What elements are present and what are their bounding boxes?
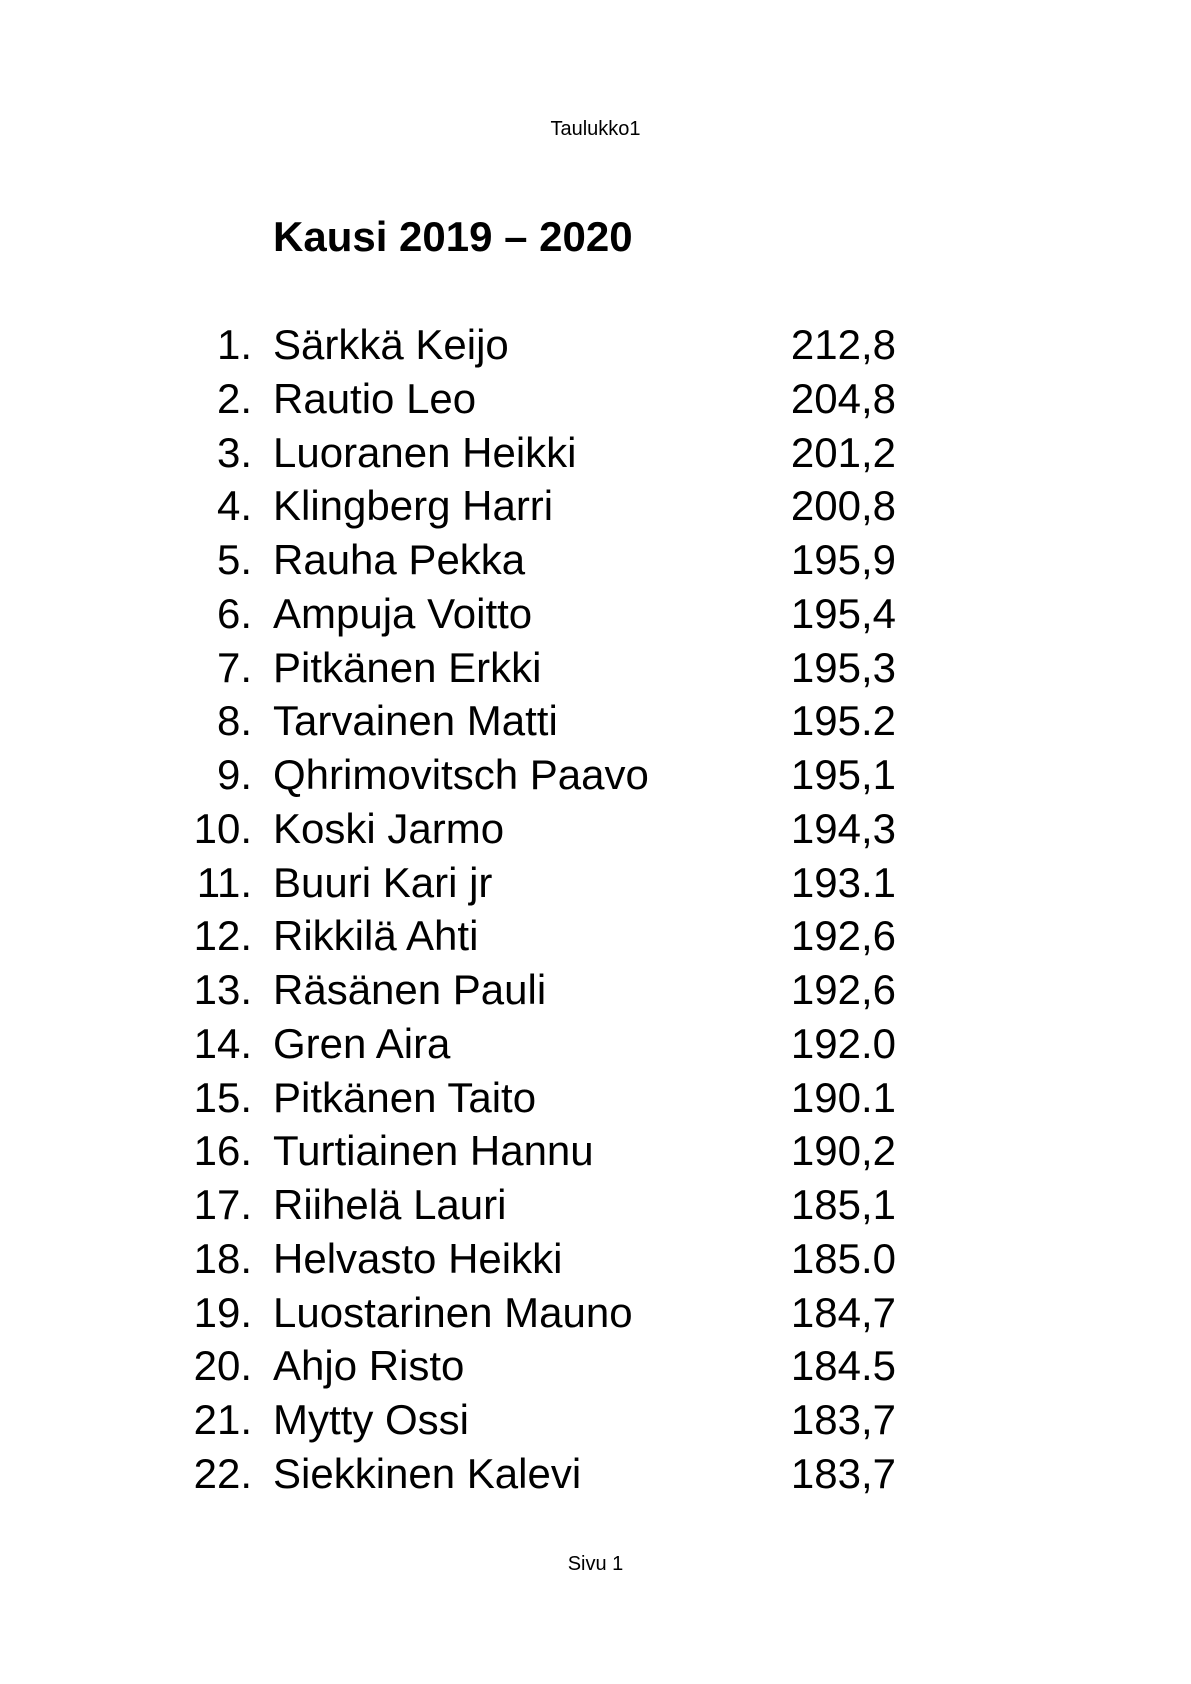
list-item: [0, 1124, 1191, 1178]
rank-number: 9.: [216, 751, 252, 798]
player-name: Tarvainen Matti: [273, 697, 558, 745]
player-score: 195,1: [790, 751, 896, 798]
player-score: 183,7: [790, 1396, 896, 1443]
list-item: [0, 1017, 1191, 1071]
player-score: 192,6: [790, 912, 896, 960]
list-item: [0, 533, 1191, 587]
rank-number: 8.: [216, 697, 252, 745]
player-name: Rikkilä Ahti: [273, 912, 479, 960]
rank-number: 5.: [216, 536, 252, 583]
player-score: 193.1: [790, 858, 896, 906]
list-item: [0, 479, 1191, 533]
list-item: [0, 909, 1191, 963]
player-score: 184.5: [790, 1342, 896, 1390]
player-name: Rauha Pekka: [273, 536, 526, 583]
page-footer: Sivu 1: [567, 1553, 624, 1575]
player-name: Luoranen Heikki: [273, 428, 577, 476]
player-name: Koski Jarmo: [273, 804, 505, 852]
list-item: [0, 802, 1191, 856]
list-item: [0, 641, 1191, 695]
rank-number: 12.: [193, 912, 252, 960]
player-name: Ampuja Voitto: [273, 589, 533, 637]
list-item: [0, 694, 1191, 748]
player-name: Helvasto Heikki: [273, 1234, 563, 1282]
list-item: [0, 426, 1191, 480]
player-name: Mytty Ossi: [273, 1396, 469, 1443]
list-item: [0, 963, 1191, 1017]
rank-number: 1.: [216, 321, 252, 368]
list-item: [0, 1393, 1191, 1447]
rank-number: 10.: [193, 804, 252, 852]
list-item: [0, 1447, 1191, 1501]
player-name: Siekkinen Kalevi: [273, 1449, 582, 1497]
player-score: 192,6: [790, 966, 896, 1013]
rank-number: 6.: [216, 589, 252, 637]
rank-number: 14.: [193, 1019, 252, 1067]
player-name: Särkkä Keijo: [273, 321, 509, 368]
player-score: 190,2: [790, 1127, 896, 1175]
list-item: [0, 1339, 1191, 1393]
page-header: Taulukko1: [550, 118, 641, 140]
rank-number: 13.: [193, 966, 252, 1013]
ranking-list: [0, 318, 1191, 1501]
list-item: [0, 1071, 1191, 1125]
player-score: 201,2: [790, 428, 896, 476]
player-name: Räsänen Pauli: [273, 966, 547, 1013]
list-item: [0, 318, 1191, 372]
list-item: [0, 748, 1191, 802]
player-score: 195,4: [790, 589, 896, 637]
player-score: 183,7: [790, 1449, 896, 1497]
player-score: 185,1: [790, 1181, 896, 1228]
player-score: 195,9: [790, 536, 896, 583]
rank-number: 22.: [193, 1449, 252, 1497]
player-name: Ahjo Risto: [273, 1342, 465, 1390]
player-score: 195.2: [790, 697, 896, 745]
rank-number: 11.: [196, 858, 252, 906]
list-item: [0, 1286, 1191, 1340]
rank-number: 17.: [193, 1181, 252, 1228]
player-name: Pitkänen Erkki: [273, 643, 542, 691]
player-name: Rautio Leo: [273, 374, 477, 422]
player-name: Turtiainen Hannu: [273, 1127, 594, 1175]
player-name: Qhrimovitsch Paavo: [273, 751, 649, 798]
player-score: 184,7: [790, 1288, 896, 1336]
player-score: 185.0: [790, 1234, 896, 1282]
rank-number: 19.: [193, 1288, 252, 1336]
player-score: 204,8: [790, 374, 896, 422]
rank-number: 20.: [193, 1342, 252, 1390]
list-item: [0, 1178, 1191, 1232]
list-item: [0, 1232, 1191, 1286]
rank-number: 15.: [193, 1073, 252, 1121]
player-name: Riihelä Lauri: [273, 1181, 507, 1228]
rank-number: 16.: [193, 1127, 252, 1175]
rank-number: 18.: [193, 1234, 252, 1282]
player-name: Buuri Kari jr: [273, 858, 493, 906]
rank-number: 2.: [216, 374, 252, 422]
rank-number: 21.: [193, 1396, 252, 1443]
page-title: Kausi 2019 – 2020: [273, 213, 633, 260]
rank-number: 3.: [216, 428, 252, 476]
player-score: 195,3: [790, 643, 896, 691]
player-name: Luostarinen Mauno: [273, 1288, 633, 1336]
player-score: 212,8: [790, 321, 896, 368]
list-item: [0, 372, 1191, 426]
player-score: 200,8: [790, 482, 896, 530]
player-score: 192.0: [790, 1019, 896, 1067]
player-name: Gren Aira: [273, 1019, 451, 1067]
player-name: Klingberg Harri: [273, 482, 554, 530]
player-score: 190.1: [790, 1073, 896, 1121]
list-item: [0, 856, 1191, 910]
rank-number: 7.: [216, 643, 252, 691]
list-item: [0, 587, 1191, 641]
rank-number: 4.: [216, 482, 252, 530]
player-score: 194,3: [790, 804, 896, 852]
player-name: Pitkänen Taito: [273, 1073, 537, 1121]
